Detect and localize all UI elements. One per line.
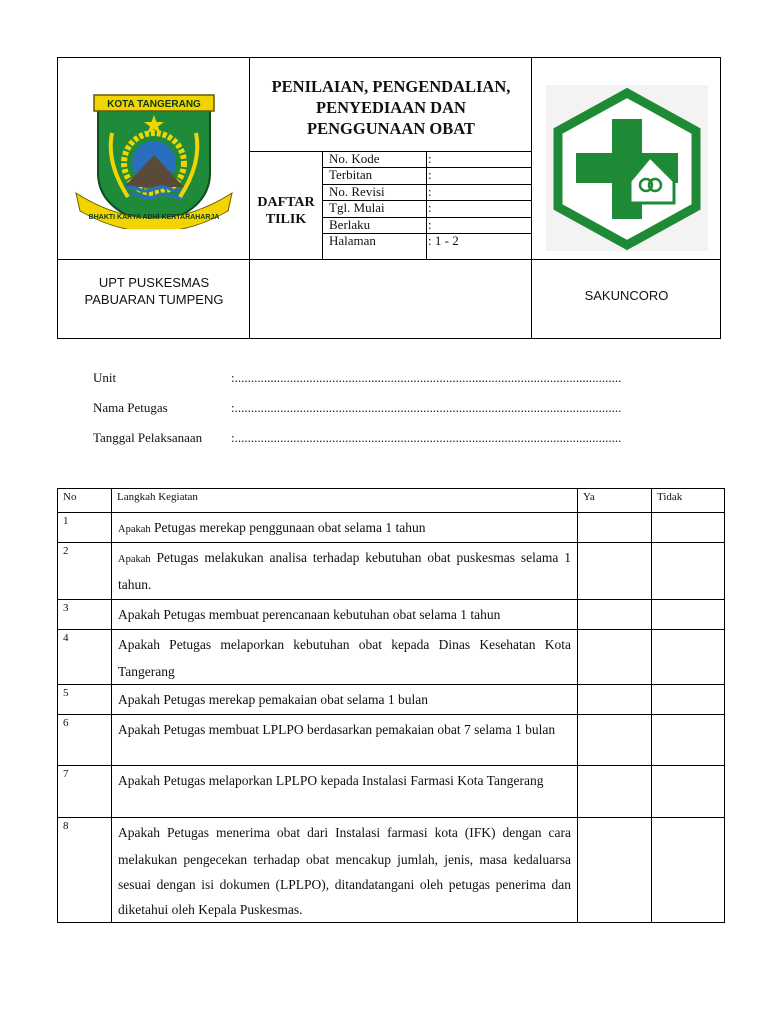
daftar-tilik-label (250, 194, 322, 228)
header-no: No (58, 489, 112, 513)
tidak-cell[interactable] (652, 543, 725, 600)
table-row (58, 715, 725, 766)
step-text: Apakah Petugas membuat perencanaan kebutuhan obat selama 1 tahun (118, 607, 501, 622)
step-prefix: Apakah (118, 524, 151, 535)
nama-petugas-label: Nama Petugas (93, 400, 168, 415)
header-divider (249, 151, 531, 152)
meta-label: Terbitan (329, 167, 373, 182)
tanggal-field[interactable]: :....................................................................................................................... (231, 430, 622, 445)
meta-label: Tgl. Mulai (329, 200, 385, 215)
table-row (58, 543, 725, 600)
daftar-line: DAFTAR (257, 195, 315, 210)
step-text: Apakah Petugas merekap pemakaian obat selama 1 bulan (118, 692, 429, 707)
title-line: PENILAIAN, PENGENDALIAN, (271, 77, 511, 96)
meta-value: : 1 - 2 (428, 233, 459, 248)
tidak-cell[interactable] (652, 766, 725, 818)
meta-label: No. Kode (329, 151, 380, 166)
tidak-cell[interactable] (652, 818, 725, 923)
table-row (58, 685, 725, 715)
meta-value: : (428, 200, 432, 215)
row-step (112, 818, 578, 923)
nama-petugas-field[interactable]: :....................................................................................................................... (231, 400, 622, 415)
ya-cell[interactable] (578, 685, 652, 715)
row-number: 1 (58, 513, 112, 543)
row-number: 5 (58, 685, 112, 715)
kota-tangerang-emblem (72, 93, 236, 229)
tidak-cell[interactable] (652, 513, 725, 543)
table-row (58, 818, 725, 923)
row-step (112, 685, 578, 715)
step-text: Petugas melakukan analisa terhadap kebutuhan obat puskesmas selama 1 tahun. (118, 550, 571, 592)
unit-label: Unit (93, 370, 117, 385)
row-number: 8 (58, 818, 112, 923)
checklist-table (57, 488, 725, 923)
row-number: 2 (58, 543, 112, 600)
daftar-line: TILIK (265, 212, 307, 227)
tanggal-label: Tanggal Pelaksanaan (93, 430, 203, 445)
meta-label: Berlaku (329, 217, 371, 232)
meta-value: : (428, 217, 432, 232)
ya-cell[interactable] (578, 715, 652, 766)
meta-value: : (428, 167, 432, 182)
row-step (112, 715, 578, 766)
step-text: Apakah Petugas menerima obat dari Instalasi farmasi kota (IFK) dengan cara melakukan pengecekan terhadap obat mencakup jumlah, jenis, masa kedaluarsa sesuai dengan isi dokumen (LPLPO), ditandatangani oleh petugas penerima dan diketahui oleh Kepala Puskesmas. (118, 825, 571, 917)
header-langkah: Langkah Kegiatan (112, 489, 578, 513)
tidak-cell[interactable] (652, 600, 725, 630)
row-step (112, 766, 578, 818)
header-tidak: Tidak (652, 489, 725, 513)
emblem-motto: BHAKTI KARYA ADHI KERTARAHARJA (88, 214, 220, 221)
ya-cell[interactable] (578, 766, 652, 818)
tidak-cell[interactable] (652, 630, 725, 685)
document-header (57, 57, 721, 339)
document-title (250, 76, 532, 139)
step-prefix: Apakah (118, 554, 151, 565)
header-divider (58, 259, 721, 260)
title-line: PENGGUNAAN OBAT (307, 119, 475, 138)
table-row (58, 600, 725, 630)
row-number: 7 (58, 766, 112, 818)
meta-col-line (426, 151, 427, 259)
row-step (112, 513, 578, 543)
institution-name (58, 274, 250, 308)
ya-cell[interactable] (578, 543, 652, 600)
ya-cell[interactable] (578, 630, 652, 685)
step-text: Apakah Petugas melaporkan LPLPO kepada Instalasi Farmasi Kota Tangerang (118, 773, 544, 788)
meta-label: Halaman (329, 233, 376, 248)
row-number: 4 (58, 630, 112, 685)
row-step (112, 543, 578, 600)
meta-value: : (428, 184, 432, 199)
step-text: Petugas merekap penggunaan obat selama 1 tahun (150, 520, 426, 535)
tidak-cell[interactable] (652, 715, 725, 766)
signature-name: SAKUNCORO (584, 288, 669, 303)
puskesmas-logo (546, 85, 708, 251)
ya-cell[interactable] (578, 818, 652, 923)
unit-field[interactable]: :....................................................................................................................... (231, 370, 622, 385)
row-number: 6 (58, 715, 112, 766)
meta-label: No. Revisi (329, 184, 385, 199)
row-number: 3 (58, 600, 112, 630)
row-step (112, 600, 578, 630)
tidak-cell[interactable] (652, 685, 725, 715)
table-row (58, 513, 725, 543)
table-row (58, 766, 725, 818)
title-line: PENYEDIAAN DAN (316, 98, 466, 117)
step-text: Apakah Petugas melaporkan kebutuhan obat kepada Dinas Kesehatan Kota Tangerang (118, 637, 571, 679)
institution-line: UPT PUSKESMAS (98, 275, 210, 290)
ya-cell[interactable] (578, 513, 652, 543)
row-step (112, 630, 578, 685)
institution-line: PABUARAN TUMPENG (84, 292, 224, 307)
meta-value: : (428, 151, 432, 166)
table-header-row (58, 489, 725, 513)
ya-cell[interactable] (578, 600, 652, 630)
emblem-banner-text: KOTA TANGERANG (107, 99, 201, 110)
header-ya: Ya (578, 489, 652, 513)
table-row (58, 630, 725, 685)
step-text: Apakah Petugas membuat LPLPO berdasarkan pemakaian obat 7 selama 1 bulan (118, 722, 556, 737)
